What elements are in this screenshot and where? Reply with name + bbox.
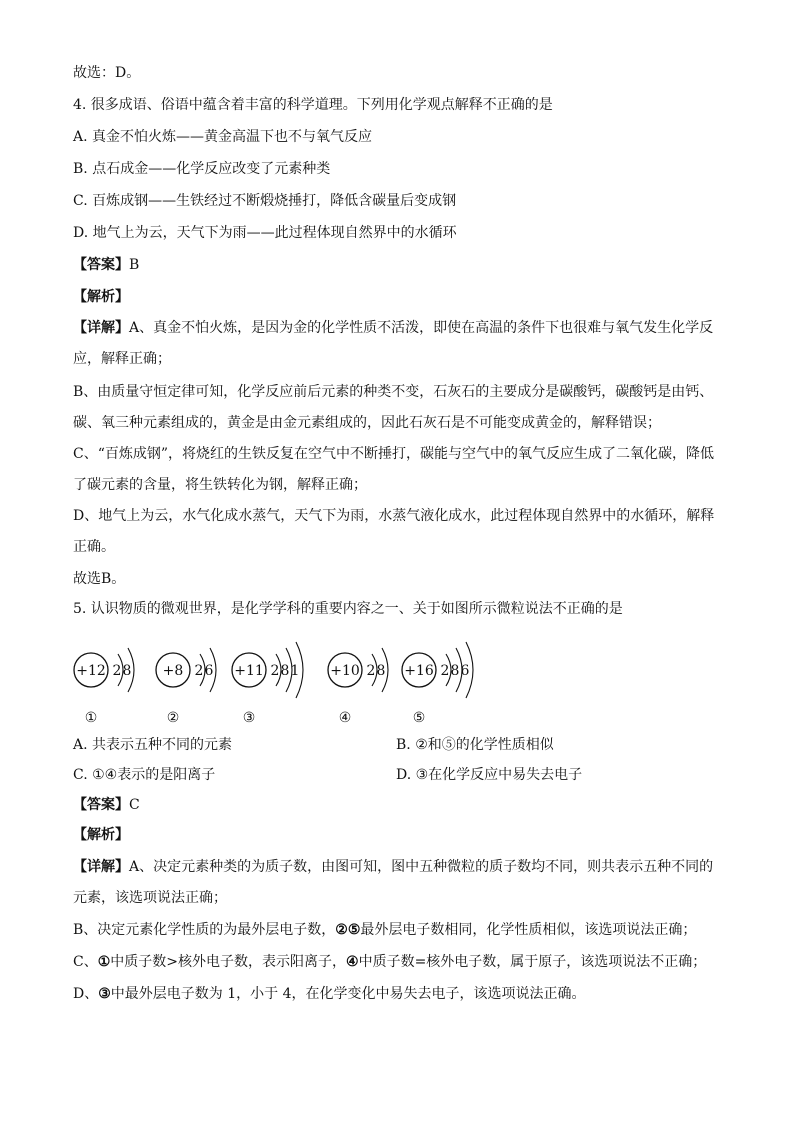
particle-1 <box>74 648 134 726</box>
q4-option-c: C. 百炼成钢——生铁经过不断煅烧捶打，降低含碳量后变成钢 <box>73 193 457 209</box>
q4-detail-d: D、地气上为云，水气化成水蒸气，天气下为雨，水蒸气液化成水，此过程体现自然界中的水循环，解释正确。 <box>73 508 715 555</box>
q5-option-a: A. 共表示五种不同的元素 <box>73 737 233 753</box>
q5-detail-b <box>73 920 696 940</box>
detail-b-prefix: B、决定元素化学性质的为最外层电子数， <box>73 922 336 938</box>
shell-electron-count: 2 <box>194 663 204 679</box>
q4-option-d: D. 地气上为云，天气下为雨——此过程体现自然界中的水循环 <box>73 225 457 241</box>
nucleus-charge: +16 <box>404 663 434 679</box>
detail-b-mark: ②⑤ <box>335 922 361 938</box>
q5-option-d: D. ③在化学反应中易失去电子 <box>396 767 583 783</box>
q4-conclusion: 故选B。 <box>73 571 126 587</box>
answer-value: B <box>129 257 140 273</box>
detail-b-suffix: 最外层电子数相同，化学性质相似，该选项说法正确； <box>360 922 697 938</box>
detail-d-mark: ③ <box>98 986 111 1002</box>
detail-d-prefix: D、 <box>73 986 99 1002</box>
q5-answer <box>73 795 140 815</box>
nucleus-charge: +10 <box>330 663 360 679</box>
detail-c-mark-2: ④ <box>346 954 359 970</box>
shell-electron-count: 8 <box>376 663 386 679</box>
q5-analysis-label <box>73 825 129 845</box>
shell-electron-count: 2 <box>440 663 450 679</box>
q4-option-a: A. 真金不怕火炼——黄金高温下也不与氧气反应 <box>73 129 373 145</box>
shell-electron-count: 2 <box>112 663 122 679</box>
particle-label: ① <box>84 710 98 726</box>
nucleus-charge: +11 <box>234 663 264 679</box>
q5-option-b: B. ②和⑤的化学性质相似 <box>396 737 554 753</box>
shell-electron-count: 1 <box>290 663 300 679</box>
shell-electron-count: 6 <box>460 663 470 679</box>
particle-label: ② <box>166 710 180 726</box>
answer-label: 【答案】 <box>73 797 129 813</box>
shell-electron-count: 2 <box>270 663 280 679</box>
particle-3 <box>232 642 303 726</box>
atomic-structure-diagrams <box>70 620 520 730</box>
shell-electron-count: 8 <box>280 663 290 679</box>
detail-a-text: A、决定元素种类的为质子数，由图可知，图中五种微粒的质子数均不同，则共表示五种不同的元素，该选项说法正确； <box>73 859 714 906</box>
q5-option-c: C. ①④表示的是阳离子 <box>73 767 216 783</box>
particle-5 <box>402 642 473 726</box>
q4-option-b: B. 点石成金——化学反应改变了元素种类 <box>73 161 331 177</box>
detail-c-suffix: 中质子数=核外电子数，属于原子，该选项说法不正确； <box>358 954 707 970</box>
q5-detail-a <box>73 852 721 914</box>
q5-detail-c <box>73 952 706 972</box>
q4-answer <box>73 255 139 275</box>
answer-value: C <box>129 797 140 813</box>
analysis-label: 【解析】 <box>73 289 129 305</box>
shell-electron-count: 6 <box>204 663 214 679</box>
shell-electron-count: 8 <box>122 663 132 679</box>
nucleus-charge: +8 <box>162 663 184 679</box>
particle-2 <box>156 648 216 726</box>
q4-detail-c: C、“百炼成钢”，将烧红的生铁反复在空气中不断捶打，碳能与空气中的氧气反应生成了二氧化碳，降低了碳元素的含量，将生铁转化为钢，解释正确； <box>73 446 715 493</box>
q4-analysis-label <box>73 287 129 307</box>
q4-detail-a <box>73 313 721 375</box>
q5-stem: 5. 认识物质的微观世界，是化学学科的重要内容之一、关于如图所示微粒说法不正确的是 <box>73 601 623 617</box>
detail-c-mid: 中质子数>核外电子数，表示阳离子， <box>110 954 347 970</box>
detail-label: 【详解】 <box>73 320 129 336</box>
particle-label: ③ <box>242 710 256 726</box>
shell-electron-count: 2 <box>366 663 376 679</box>
particle-4 <box>328 648 388 726</box>
q4-stem: 4. 很多成语、俗语中蕴含着丰富的科学道理。下列用化学观点解释不正确的是 <box>73 97 553 113</box>
detail-label: 【详解】 <box>73 859 129 875</box>
particle-label: ④ <box>338 710 352 726</box>
analysis-label: 【解析】 <box>73 827 129 843</box>
answer-label: 【答案】 <box>73 257 129 273</box>
detail-c-mark-1: ① <box>97 954 111 970</box>
nucleus-charge: +12 <box>76 663 106 679</box>
q5-detail-d <box>73 984 586 1004</box>
detail-d-suffix: 中最外层电子数为 1，小于 4，在化学变化中易失去电子，该选项说法正确。 <box>110 986 586 1002</box>
detail-a-text: A、真金不怕火炼，是因为金的化学性质不活泼，即使在高温的条件下也很难与氧气发生化学反应，解释正确； <box>73 320 714 367</box>
q4-detail-b: B、由质量守恒定律可知，化学反应前后元素的种类不变，石灰石的主要成分是碳酸钙，碳酸钙是由钙、碳、氧三种元素组成的，黄金是由金元素组成的，因此石灰石是不可能变成黄金的，解释错误； <box>73 384 714 431</box>
shell-electron-count: 8 <box>450 663 460 679</box>
particle-label: ⑤ <box>412 710 426 726</box>
q3-conclusion: 故选：D。 <box>73 65 141 81</box>
atomic-structure-svg <box>70 620 520 730</box>
detail-c-prefix: C、 <box>73 954 98 970</box>
